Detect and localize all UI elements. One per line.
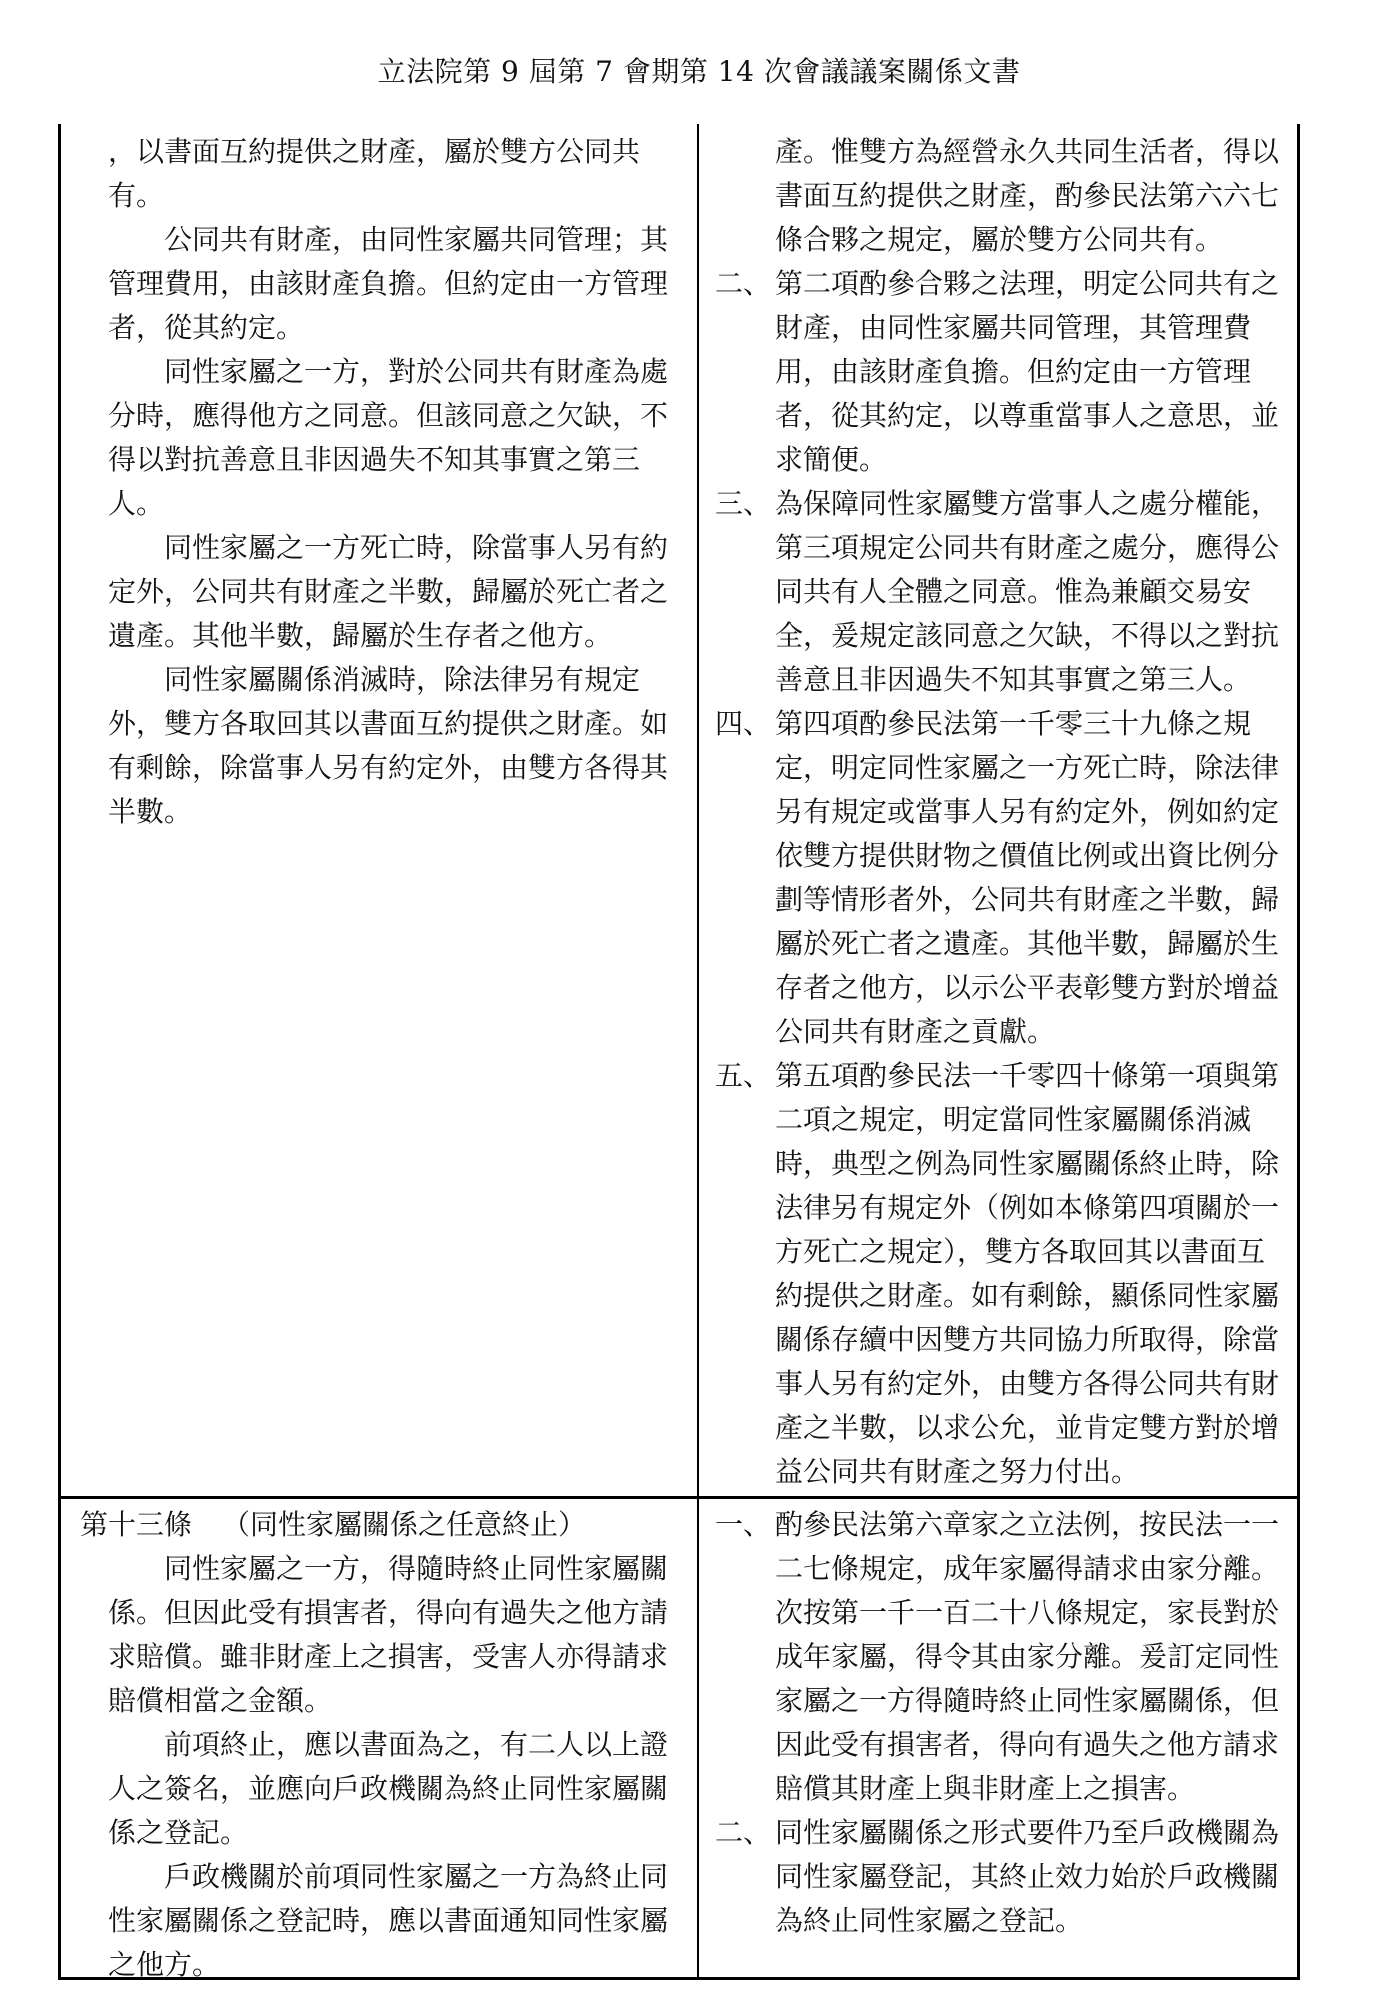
explanation-continuation: 產。惟雙方為經營永久共同生活者，得以書面互約提供之財產，酌參民法第六六七條合夥之規定，屬於雙方公同共有。 (775, 135, 1280, 256)
item-text: 第二項酌參合夥之法理，明定公同共有之財產，由同性家屬共同管理，其管理費用，由該財產負擔。但約定由一方管理者，從其約定，以尊重當事人之意思，並求簡便。 (775, 267, 1280, 476)
article-text-paragraph: 同性家屬之一方，對於公同共有財產為處分時，應得他方之同意。但該同意之欠缺，不得以對抗善意且非因過失不知其事實之第三人。 (108, 355, 669, 520)
item-text: 為保障同性家屬雙方當事人之處分權能，第三項規定公同共有財產之處分，應得公同共有人全體之同意。惟為兼顧交易安全，爰規定該同意之欠缺，不得以之對抗善意且非因過失不知其事實之第三人。 (775, 487, 1280, 696)
item-number: 二、 (715, 1816, 772, 1849)
article-title (80, 1503, 686, 1547)
explanation-item (715, 1503, 1290, 1811)
article-text-paragraph: 同性家屬之一方死亡時，除當事人另有約定外，公同共有財產之半數，歸屬於死亡者之遺產。其他半數，歸屬於生存者之他方。 (108, 531, 669, 652)
item-number: 五、 (715, 1059, 772, 1092)
article-13-explanation-cell (715, 1503, 1290, 1943)
article-13-text-cell (80, 1503, 686, 1987)
item-number: 一、 (715, 1508, 772, 1541)
page-header: 立法院第 9 屆第 7 會期第 14 次會議議案關係文書 (377, 55, 1021, 88)
item-text: 第四項酌參民法第一千零三十九條之規定，明定同性家屬之一方死亡時，除法律另有規定或當事人另有約定外，例如約定依雙方提供財物之價值比例或出資比例分劃等情形者外，公同共有財產之半數，歸屬於死亡者之遺產。其他半數，歸屬於生存者之他方，以示公平表彰雙方對於增益公同共有財產之貢獻。 (775, 707, 1280, 1048)
explanation-item (715, 702, 1290, 1054)
explanation-item (715, 262, 1290, 482)
article-text-paragraph: ，以書面互約提供之財產，屬於雙方公同共有。 (108, 135, 641, 212)
item-number: 三、 (715, 487, 772, 520)
article-text-paragraph: 前項終止，應以書面為之，有二人以上證人之簽名，並應向戶政機關為終止同性家屬關係之登記。 (108, 1728, 669, 1849)
article-text-paragraph: 同性家屬關係消滅時，除法律另有規定外，雙方各取回其以書面互約提供之財產。如有剩餘，除當事人另有約定外，由雙方各得其半數。 (108, 663, 669, 828)
item-text: 第五項酌參民法一千零四十條第一項與第二項之規定，明定當同性家屬關係消滅時，典型之例為同性家屬關係終止時，除法律另有規定外（例如本條第四項關於一方死亡之規定），雙方各取回其以書面互約提供之財產。如有剩餘，顯係同性家屬關係存續中因雙方共同協力所取得，除當事人另有約定外，由雙方各得公同共有財產之半數，以求公允，並肯定雙方對於增益公同共有財產之努力付出。 (775, 1059, 1280, 1488)
article-heading: （同性家屬關係之任意終止） (222, 1508, 587, 1541)
item-number: 四、 (715, 707, 772, 740)
explanation-item (715, 1054, 1290, 1494)
item-text: 同性家屬關係之形式要件乃至戶政機關為同性家屬登記，其終止效力始於戶政機關為終止同性家屬之登記。 (775, 1816, 1280, 1937)
article-text-paragraph: 公同共有財產，由同性家屬共同管理；其管理費用，由該財產負擔。但約定由一方管理者，從其約定。 (108, 223, 669, 344)
article-12-text-cell (108, 130, 683, 834)
article-12-explanation-cell (715, 130, 1290, 1494)
column-divider (697, 124, 699, 1980)
row-divider (58, 1496, 1300, 1499)
explanation-item (715, 1811, 1290, 1943)
article-number: 第十三條 (80, 1508, 193, 1541)
explanation-item (715, 482, 1290, 702)
item-number: 二、 (715, 267, 772, 300)
item-text: 酌參民法第六章家之立法例，按民法一一二七條規定，成年家屬得請求由家分離。次按第一千一百二十八條規定，家長對於成年家屬，得令其由家分離。爰訂定同性家屬之一方得隨時終止同性家屬關係，但因此受有損害者，得向有過失之他方請求賠償其財產上與非財產上之損害。 (775, 1508, 1280, 1805)
article-text-paragraph: 戶政機關於前項同性家屬之一方為終止同性家屬關係之登記時，應以書面通知同性家屬之他方。 (108, 1860, 669, 1981)
article-text-paragraph: 同性家屬之一方，得隨時終止同性家屬關係。但因此受有損害者，得向有過失之他方請求賠償。雖非財產上之損害，受害人亦得請求賠償相當之金額。 (108, 1552, 669, 1717)
